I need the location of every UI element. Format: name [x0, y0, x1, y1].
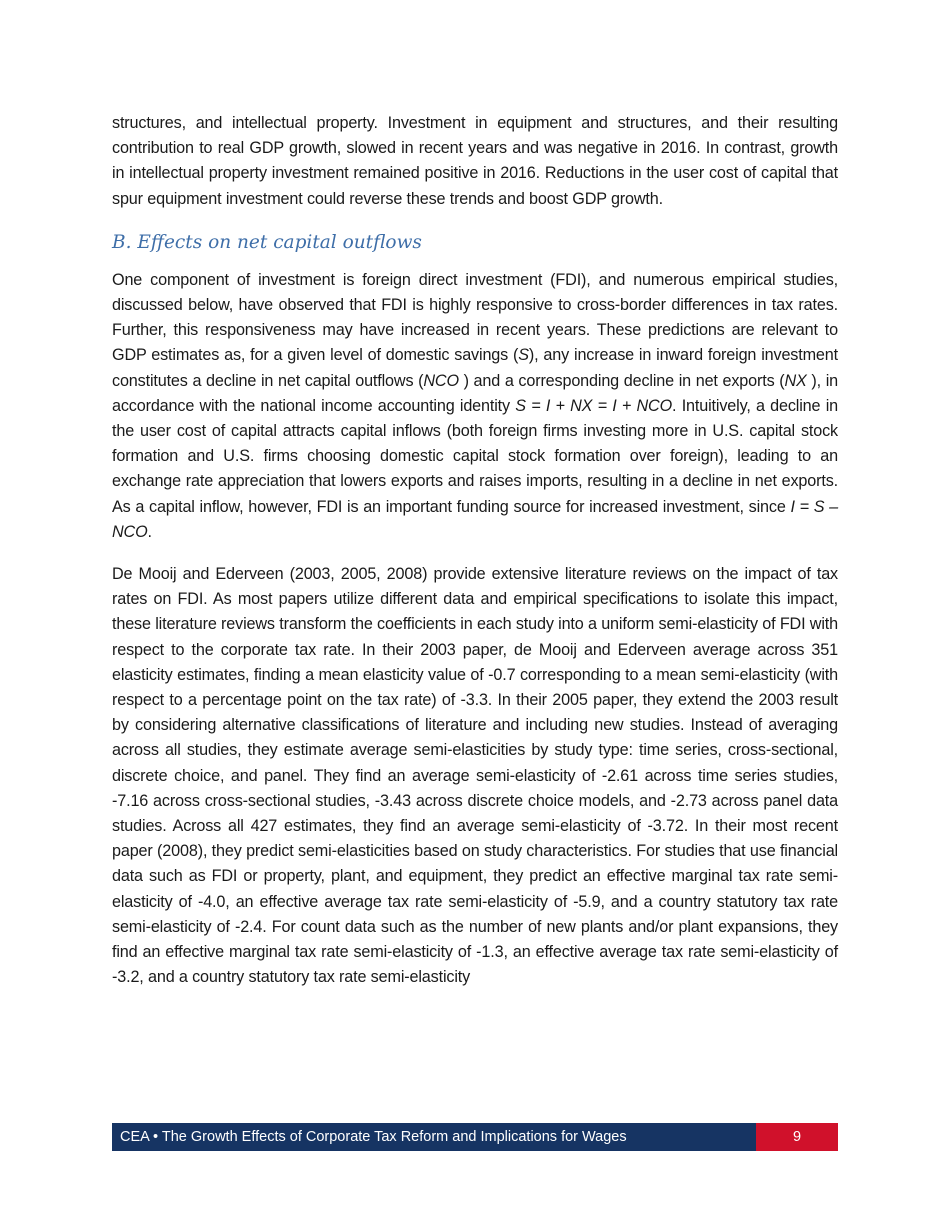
paragraph-text: ), any increase in inward foreign investment constitutes a decline in net capital outflows ( — [112, 346, 838, 390]
page-number: 9 — [756, 1123, 838, 1151]
footer-title: CEA • The Growth Effects of Corporate Tax Reform and Implications for Wages — [112, 1123, 756, 1151]
nx-variable: NX — [784, 371, 807, 390]
paragraph-text: One component of investment is foreign direct investment (FDI), and numerous empirical studies, discussed below, have observed that FDI is highly responsive to cross-border differences in tax rates. Further, this responsiveness may have increased in recent years. These predictions are relevant to GDP estimates as, for a given level of domestic savings ( — [112, 270, 838, 365]
paragraph-text: ), in accordance with the national income accounting identity — [112, 371, 838, 415]
page-footer — [112, 1123, 838, 1151]
paragraph-fdi — [112, 268, 838, 545]
investment-identity: I = S – NCO — [112, 497, 838, 541]
paragraph-text: . — [147, 522, 152, 541]
savings-variable: S — [518, 346, 529, 365]
accounting-identity: S = I + NX = I + NCO — [515, 396, 673, 415]
paragraph-continuation: structures, and intellectual property. Investment in equipment and structures, and their resulting contribution to real GDP growth, slowed in recent years and was negative in 2016. In contrast, growth in intellectual property investment remained positive in 2016. Reductions in the user cost of capital that spur equipment investment could reverse these trends and boost GDP growth. — [112, 114, 838, 208]
paragraph-literature: De Mooij and Ederveen (2003, 2005, 2008) provide extensive literature reviews on the impact of tax rates on FDI. As most papers utilize different data and empirical specifications to isolate this impact, these literature reviews transform the coefficients in each study into a uniform semi-elasticity of FDI with respect to the corporate tax rate. In their 2003 paper, de Mooij and Ederveen average across 351 elasticity estimates, finding a mean elasticity value of -0.7 corresponding to a mean semi-elasticity (with respect to a percentage point on the tax rate) of -3.3. In their 2005 paper, they extend the 2003 result by considering alternative classifications of literature and including new studies. Instead of averaging across all studies, they estimate average semi-elasticities by study type: time series, cross-sectional, discrete choice, and panel. They find an average semi-elasticity of -2.61 across time series studies, -7.16 across cross-sectional studies, -3.43 across discrete choice models, and -2.73 across panel data studies. Across all 427 estimates, they find an average semi-elasticity of -3.72. In their most recent paper (2008), they predict semi-elasticities based on study characteristics. For studies that use financial data such as FDI or property, plant, and equipment, they predict an effective marginal tax rate semi-elasticity of -4.0, an effective average tax rate semi-elasticity of -5.9, and a country statutory tax rate semi-elasticity of -2.4. For count data such as the number of new plants and/or plant expansions, they find an effective marginal tax rate semi-elasticity of -1.3, an effective average tax rate semi-elasticity of -3.2, and a country statutory tax rate semi-elasticity — [112, 565, 838, 987]
document-body — [112, 111, 838, 991]
section-heading: B. Effects on net capital outflows — [112, 231, 422, 253]
nco-variable: NCO — [423, 371, 459, 390]
paragraph-text: ) and a corresponding decline in net exports ( — [458, 371, 785, 390]
paragraph-text: . Intuitively, a decline in the user cost of capital attracts capital inflows (both foreign firms investing more in U.S. capital stock formation and U.S. firms choosing domestic capital stock formation over foreign), leading to an exchange rate appreciation that lowers exports and raises imports, resulting in a decline in net exports. As a capital inflow, however, FDI is an important funding source for increased investment, since — [112, 396, 838, 516]
